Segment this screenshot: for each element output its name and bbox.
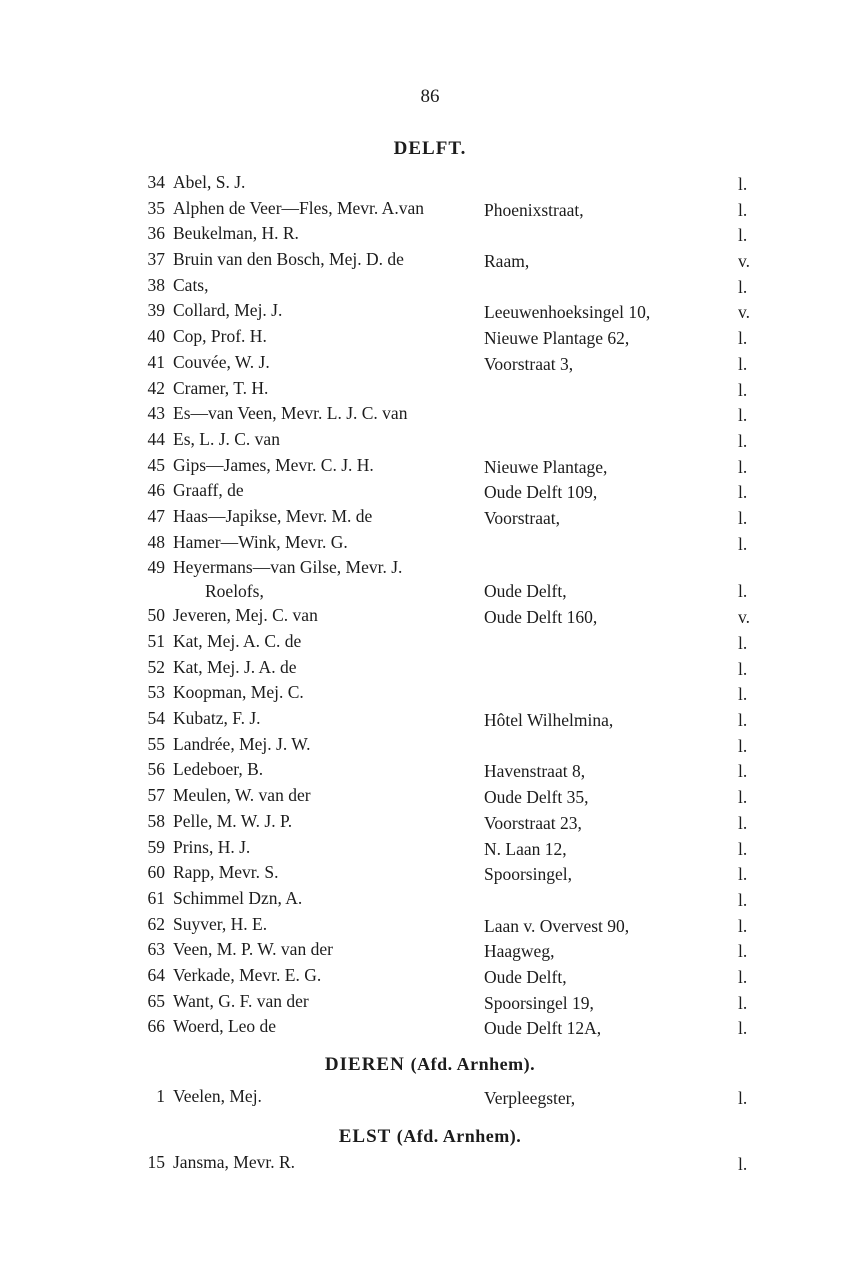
list-item <box>0 429 860 455</box>
list-item <box>0 759 860 785</box>
list-item <box>0 914 860 940</box>
list-item <box>0 532 860 558</box>
entry-name: Veelen, Mej. <box>173 1086 262 1106</box>
section-elst-list <box>0 1152 860 1178</box>
entry-name: Beukelman, H. R. <box>173 223 299 244</box>
entry-address: Hôtel Wilhelmina, <box>484 710 614 731</box>
entry-number: 41 <box>147 351 165 372</box>
entry-name: Jeveren, Mej. C. van <box>173 605 318 626</box>
entry-address: Voorstraat, <box>484 507 560 528</box>
entry-name: Schimmel Dzn, A. <box>173 887 303 908</box>
list-item <box>0 657 860 683</box>
entry-code: l. <box>738 710 748 731</box>
page-number: 86 <box>420 86 440 107</box>
entry-number: 38 <box>147 274 165 295</box>
list-item <box>0 480 860 506</box>
entry-code: l. <box>738 992 748 1013</box>
section-subtitle: (Afd. Arnhem). <box>410 1054 536 1074</box>
entry-address: Oude Delft, <box>484 966 567 987</box>
list-item <box>0 708 860 734</box>
entry-name: Cramer, T. H. <box>173 377 269 398</box>
entry-code: l. <box>738 684 748 705</box>
entry-name: Es, L. J. C. van <box>173 428 280 449</box>
section-title: DIEREN <box>324 1054 405 1075</box>
entry-number: 51 <box>147 631 165 651</box>
entry-name: Graaff, de <box>173 480 244 501</box>
entry-code: l. <box>738 456 748 477</box>
entry-address: Spoorsingel 19, <box>484 992 594 1013</box>
entry-code: v. <box>738 302 750 323</box>
entry-address: Oude Delft 160, <box>484 607 598 628</box>
entry-code: v. <box>738 251 750 272</box>
entry-number: 52 <box>147 656 165 677</box>
entry-name: Prins, H. J. <box>173 836 251 857</box>
entry-number: 15 <box>147 1152 165 1172</box>
list-item <box>0 557 860 605</box>
entry-name-continued: Roelofs, <box>205 581 264 602</box>
entry-name: Cats, <box>173 274 209 295</box>
entry-code: l. <box>738 276 748 297</box>
list-item <box>0 1086 860 1112</box>
list-item <box>0 811 860 837</box>
entry-number: 65 <box>147 990 165 1011</box>
entry-code: l. <box>738 225 748 246</box>
entry-code: l. <box>738 889 748 910</box>
entry-name: Koopman, Mej. C. <box>173 682 304 703</box>
entry-address: Oude Delft 12A, <box>484 1018 602 1039</box>
list-item <box>0 378 860 404</box>
entry-name: Heyermans—van Gilse, Mevr. J. <box>173 557 403 578</box>
entry-number: 63 <box>147 939 165 960</box>
entry-number: 36 <box>147 223 165 244</box>
entry-code: l. <box>738 328 748 349</box>
entry-number: 37 <box>147 249 165 270</box>
entry-code: l. <box>738 864 748 885</box>
entry-name: Landrée, Mej. J. W. <box>173 733 311 754</box>
entry-name: Bruin van den Bosch, Mej. D. de <box>173 249 404 270</box>
entry-name: Gips—James, Mevr. C. J. H. <box>173 454 374 475</box>
entry-address: Oude Delft, <box>484 581 567 602</box>
entry-address: Spoorsingel, <box>484 864 572 885</box>
entry-code: l. <box>738 941 748 962</box>
entry-number: 44 <box>147 428 165 449</box>
list-item <box>0 403 860 429</box>
entry-code: l. <box>738 405 748 426</box>
entry-name: Couvée, W. J. <box>173 351 270 372</box>
list-item <box>0 506 860 532</box>
section-title: DELFT. <box>393 138 467 159</box>
list-item <box>0 965 860 991</box>
entry-number: 45 <box>147 454 165 475</box>
entry-name: Abel, S. J. <box>173 172 246 192</box>
entry-code: l. <box>738 533 748 554</box>
entry-name: Kubatz, F. J. <box>173 708 261 729</box>
entry-number: 61 <box>147 887 165 908</box>
entry-code: l. <box>738 353 748 374</box>
list-item <box>0 352 860 378</box>
list-item <box>0 172 860 198</box>
entry-name: Collard, Mej. J. <box>173 300 283 321</box>
list-item <box>0 682 860 708</box>
entry-number: 53 <box>147 682 165 703</box>
entry-number: 40 <box>147 326 165 347</box>
entry-address: Laan v. Overvest 90, <box>484 915 630 936</box>
entry-code: l. <box>738 761 748 782</box>
list-item <box>0 455 860 481</box>
entry-number: 62 <box>147 913 165 934</box>
entry-name: Verkade, Mevr. E. G. <box>173 964 322 985</box>
entry-number: 50 <box>147 605 165 626</box>
list-item <box>0 249 860 275</box>
entry-number: 59 <box>147 836 165 857</box>
entry-number: 39 <box>147 300 165 321</box>
entry-number: 64 <box>147 964 165 985</box>
entry-code: l. <box>738 658 748 679</box>
entry-code: l. <box>738 633 748 653</box>
entry-number: 1 <box>156 1086 165 1106</box>
entry-number: 56 <box>147 759 165 780</box>
entry-number: 43 <box>147 403 165 424</box>
entry-code: l. <box>738 1154 748 1174</box>
entry-number: 57 <box>147 785 165 806</box>
entry-name: Woerd, Leo de <box>173 1016 277 1037</box>
section-heading-delft <box>0 138 860 160</box>
list-item <box>0 991 860 1017</box>
entry-code: l. <box>738 838 748 859</box>
entry-number: 49 <box>147 557 165 578</box>
entry-name: Es—van Veen, Mevr. L. J. C. van <box>173 403 408 424</box>
entry-code: l. <box>738 379 748 400</box>
entry-number: 48 <box>147 531 165 552</box>
entry-name: Meulen, W. van der <box>173 785 311 806</box>
entry-code: l. <box>738 507 748 528</box>
entry-number: 66 <box>147 1016 165 1037</box>
entry-name: Cop, Prof. H. <box>173 326 267 347</box>
entry-code: v. <box>738 607 750 628</box>
entry-code: l. <box>738 735 748 756</box>
list-item <box>0 605 860 631</box>
entry-address: Haagweg, <box>484 941 555 962</box>
entry-code: l. <box>738 812 748 833</box>
entry-address: Voorstraat 3, <box>484 353 574 374</box>
list-item <box>0 198 860 224</box>
section-subtitle: (Afd. Arnhem). <box>396 1126 522 1146</box>
entry-address: Oude Delft 109, <box>484 482 598 503</box>
entry-name: Want, G. F. van der <box>173 990 309 1011</box>
list-item <box>0 734 860 760</box>
list-item <box>0 300 860 326</box>
entry-name: Rapp, Mevr. S. <box>173 862 279 883</box>
entry-address: Nieuwe Plantage 62, <box>484 328 630 349</box>
list-item <box>0 862 860 888</box>
entry-name: Alphen de Veer—Fles, Mevr. A.van <box>173 197 424 218</box>
entry-address: Voorstraat 23, <box>484 812 582 833</box>
entry-code: l. <box>738 482 748 503</box>
section-heading-dieren <box>0 1054 860 1076</box>
list-item <box>0 631 860 657</box>
entry-number: 54 <box>147 708 165 729</box>
entry-number: 47 <box>147 505 165 526</box>
list-item <box>0 837 860 863</box>
entry-address: Phoenixstraat, <box>484 199 584 220</box>
entry-code: l. <box>738 915 748 936</box>
list-item <box>0 275 860 301</box>
entry-name: Kat, Mej. A. C. de <box>173 631 302 651</box>
entry-address: Oude Delft 35, <box>484 787 589 808</box>
entry-number: 55 <box>147 733 165 754</box>
entry-code: l. <box>738 1018 748 1039</box>
entry-name: Ledeboer, B. <box>173 759 264 780</box>
section-delft-list <box>0 172 860 1042</box>
entry-number: 35 <box>147 197 165 218</box>
entry-address: Raam, <box>484 251 530 272</box>
list-item <box>0 888 860 914</box>
entry-code: l. <box>738 430 748 451</box>
entry-name: Hamer—Wink, Mevr. G. <box>173 531 348 552</box>
list-item <box>0 223 860 249</box>
list-item <box>0 1016 860 1042</box>
list-item <box>0 939 860 965</box>
entry-address: N. Laan 12, <box>484 838 567 859</box>
entry-number: 60 <box>147 862 165 883</box>
entry-number: 46 <box>147 480 165 501</box>
entry-address: Leeuwenhoeksingel 10, <box>484 302 651 323</box>
entry-number: 42 <box>147 377 165 398</box>
entry-code: l. <box>738 199 748 220</box>
entry-name: Veen, M. P. W. van der <box>173 939 333 960</box>
entry-code: l. <box>738 581 748 602</box>
entry-name: Suyver, H. E. <box>173 913 268 934</box>
list-item <box>0 1152 860 1178</box>
entry-address: Nieuwe Plantage, <box>484 456 608 477</box>
entry-name: Jansma, Mevr. R. <box>173 1152 296 1172</box>
section-dieren-list <box>0 1086 860 1112</box>
list-item <box>0 326 860 352</box>
entry-address: Verpleegster, <box>484 1088 576 1108</box>
section-heading-elst <box>0 1126 860 1148</box>
entry-code: l. <box>738 787 748 808</box>
entry-name: Haas—Japikse, Mevr. M. de <box>173 505 373 526</box>
entry-name: Pelle, M. W. J. P. <box>173 810 293 831</box>
entry-code: l. <box>738 966 748 987</box>
entry-name: Kat, Mej. J. A. de <box>173 656 297 677</box>
entry-address: Havenstraat 8, <box>484 761 586 782</box>
list-item <box>0 785 860 811</box>
entry-number: 34 <box>147 172 165 192</box>
entry-code: l. <box>738 174 748 194</box>
section-title: ELST <box>338 1126 391 1147</box>
entry-number: 58 <box>147 810 165 831</box>
entry-code: l. <box>738 1088 748 1108</box>
